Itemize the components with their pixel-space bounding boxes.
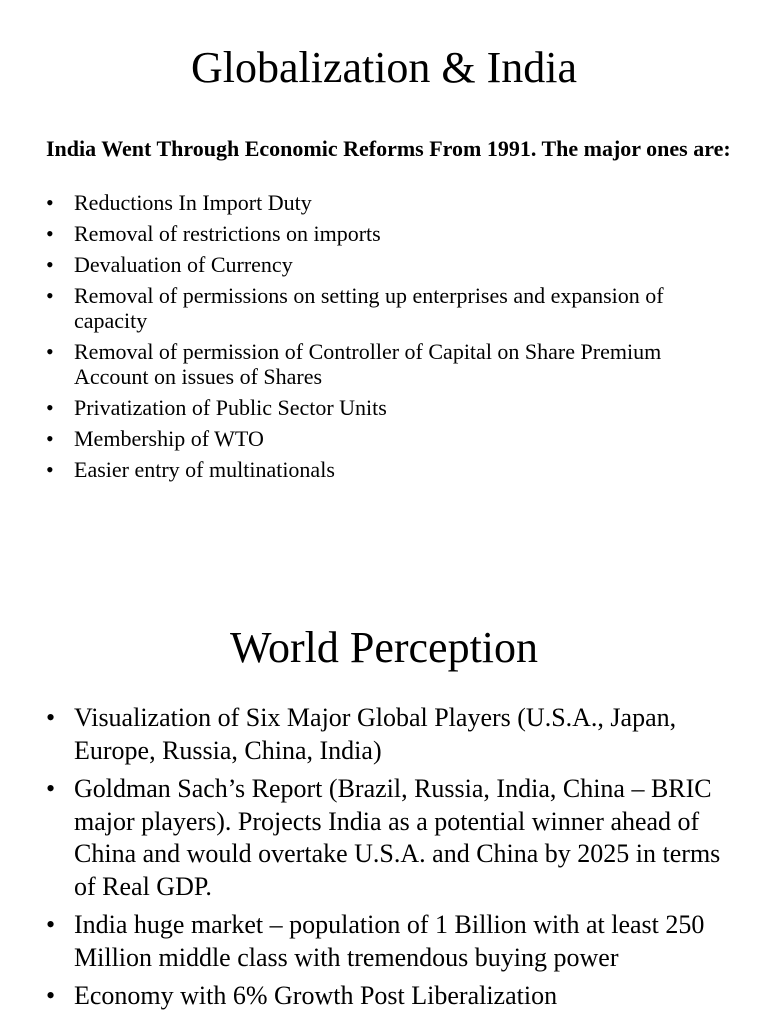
slide1-title: Globalization & India [190,43,578,92]
bullet-text: Reductions In Import Duty [74,190,312,215]
bullet-text: Devaluation of Currency [74,252,293,277]
bullet-text: Membership of WTO [74,426,264,451]
list-item [46,283,686,333]
bullet-text: India huge market – population of 1 Billion with at least 250 Million middle class with tremendous buying power [74,910,705,972]
bullet-icon: • [46,910,56,939]
bullet-icon: • [46,339,54,364]
bullet-text: Removal of permissions on setting up enterprises and expansion of capacity [74,283,664,333]
list-item [46,457,686,482]
bullet-text: Goldman Sach’s Report (Brazil, Russia, India, China – BRIC major players). Projects India as a potential winner ahead of China and would overtake U.S.A. and China by 2025 in terms of Real GDP. [74,774,721,901]
bullet-icon: • [46,981,56,1010]
bullet-icon: • [46,221,54,246]
bullet-text: Removal of permission of Controller of Capital on Share Premium Account on issues of Shares [74,339,662,389]
bullet-icon: • [46,703,56,732]
slide1-bullet-list [46,190,686,488]
bullet-icon: • [46,774,56,803]
bullet-icon: • [46,426,54,451]
bullet-text: Visualization of Six Major Global Players (U.S.A., Japan, Europe, Russia, China, India) [74,703,677,765]
bullet-text: Economy with 6% Growth Post Liberalization [74,981,558,1010]
list-item [46,702,726,767]
list-item [46,252,686,277]
bullet-text: Easier entry of multinationals [74,457,335,482]
bullet-text: Privatization of Public Sector Units [74,395,387,420]
bullet-icon: • [46,190,54,215]
bullet-icon: • [46,252,54,277]
list-item [46,395,686,420]
bullet-icon: • [46,457,54,482]
slide2-title: World Perception [229,623,539,672]
list-item [46,190,686,215]
list-item [46,773,726,903]
bullet-icon: • [46,283,54,308]
bullet-text: Removal of restrictions on imports [74,221,381,246]
list-item [46,221,686,246]
bullet-icon: • [46,395,54,420]
slide1-intro: India Went Through Economic Reforms From 1991. The major ones are: [46,136,731,161]
slide2-bullet-list [46,702,726,1019]
list-item [46,909,726,974]
list-item [46,339,686,389]
list-item [46,426,686,451]
list-item [46,980,726,1013]
